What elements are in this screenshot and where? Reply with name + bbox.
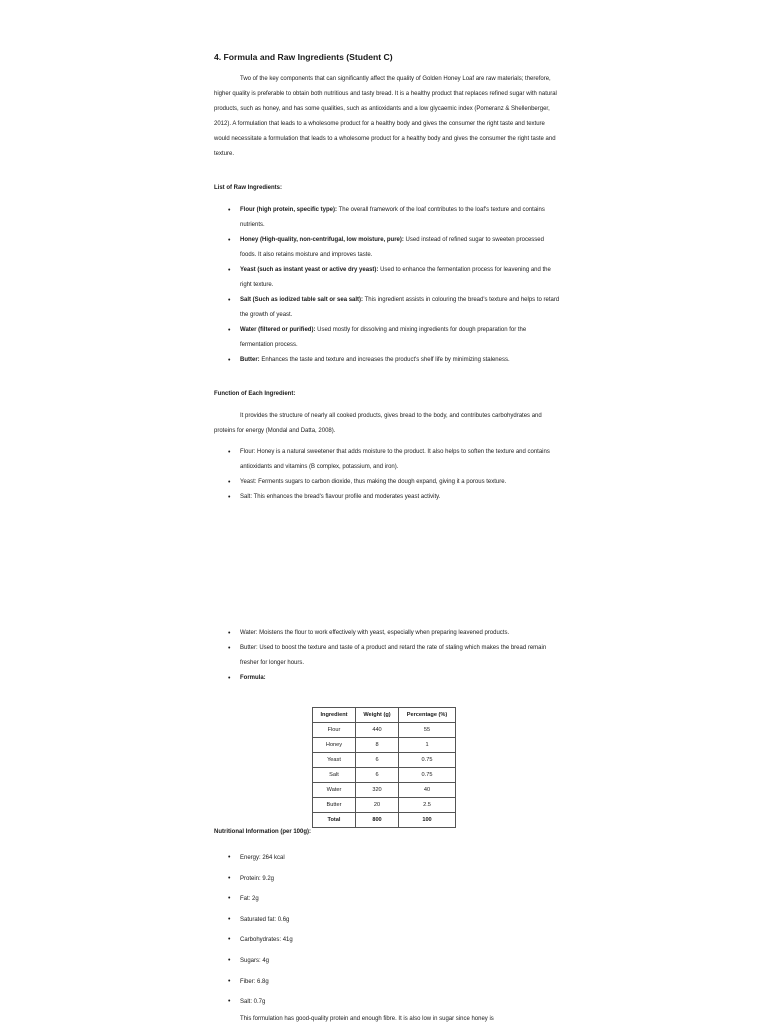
- list-item: • Salt: This enhances the bread's flavour profile and moderates yeast activity.: [240, 490, 560, 505]
- table-cell: Flour: [313, 723, 356, 738]
- list-item: • Flour (high protein, specific type): The overall framework of the loaf contributes to the loaf's texture and contains nutrients.: [240, 203, 560, 233]
- table-cell: 0.75: [399, 753, 456, 768]
- table-cell: Total: [313, 813, 356, 828]
- column-header: Ingredient: [313, 708, 356, 723]
- table-total-row: [313, 813, 456, 828]
- list-item: • Butter: Used to boost the texture and taste of a product and retard the rate of staling which makes the bread remain fresher for longer hours.: [240, 641, 560, 671]
- table-cell: 2.5: [399, 798, 456, 813]
- nutrition-heading: Nutritional Information (per 100g):: [214, 829, 312, 835]
- table-cell: 800: [356, 813, 399, 828]
- function-heading: Function of Each Ingredient:: [214, 391, 296, 397]
- table-cell: Water: [313, 783, 356, 798]
- table-cell: 100: [399, 813, 456, 828]
- table-cell: 20: [356, 798, 399, 813]
- list-item: • Saturated fat: 0.6g: [240, 910, 560, 931]
- section-title: 4. Formula and Raw Ingredients (Student C): [214, 52, 393, 62]
- list-item: • Water (filtered or purified): Used mostly for dissolving and mixing ingredients for dough preparation for the fermentation process.: [240, 323, 560, 353]
- table-cell: Salt: [313, 768, 356, 783]
- table-cell: 40: [399, 783, 456, 798]
- formula-label: Formula:: [240, 675, 266, 681]
- table-row: [313, 783, 456, 798]
- table-cell: 0.75: [399, 768, 456, 783]
- list-item: • Water: Moistens the flour to work effectively with yeast, especially when preparing leavened products.: [240, 626, 560, 641]
- nutrition-list: [240, 848, 560, 1013]
- table-row: [313, 753, 456, 768]
- raw-list-heading: List of Raw Ingredients:: [214, 185, 283, 191]
- table-cell: 440: [356, 723, 399, 738]
- list-item: • Butter: Enhances the taste and texture and increases the product's shelf life by minimizing staleness.: [240, 353, 560, 368]
- list-item: • Yeast: Ferments sugars to carbon dioxide, thus making the dough expand, giving it a porous texture.: [240, 475, 560, 490]
- table-header-row: [313, 708, 456, 723]
- functions-list-b: [240, 626, 560, 686]
- list-item: • Energy: 264 kcal: [240, 848, 560, 869]
- table-cell: 1: [399, 738, 456, 753]
- list-item: • Fat: 2g: [240, 889, 560, 910]
- formula-table: [312, 707, 456, 828]
- table-cell: 6: [356, 753, 399, 768]
- list-item: [240, 671, 560, 686]
- function-paragraph: It provides the structure of nearly all cooked products, gives bread to the body, and contributes carbohydrates and proteins for energy (Mondal and Datta, 2008).: [214, 413, 542, 434]
- table-cell: Yeast: [313, 753, 356, 768]
- table-row: [313, 738, 456, 753]
- list-item: • Carbohydrates: 41g: [240, 930, 560, 951]
- intro-paragraph: Two of the key components that can significantly affect the quality of Golden Honey Loaf are raw materials; therefore, higher quality is preferable to obtain both nutritious and tasty bread. It is a healthy product that replaces refined sugar with natural products, such as honey, and has some qualities, such as antioxidants and a low glycaemic index (Pomeranz & Shellenberger, 2012). A formulation that leads to a wholesome product for a healthy body and gives the consumer the right taste and texture would necessitate a formulation that leads to a wholesome product for a healthy body and gives the consumer the right taste and texture.: [214, 76, 557, 157]
- column-header: Percentage (%): [399, 708, 456, 723]
- table-row: [313, 798, 456, 813]
- list-item: • Salt (Such as iodized table salt or sea salt): This ingredient assists in colouring the bread's texture and helps to retard the growth of yeast.: [240, 293, 560, 323]
- table-cell: Butter: [313, 798, 356, 813]
- list-item: • Sugars: 4g: [240, 951, 560, 972]
- table-cell: Honey: [313, 738, 356, 753]
- list-item: • Honey (High-quality, non-centrifugal, low moisture, pure): Used instead of refined sugar to sweeten processed foods. It also retains moisture and improves taste.: [240, 233, 560, 263]
- functions-list-a: [240, 445, 560, 505]
- table-cell: 6: [356, 768, 399, 783]
- table-row: [313, 723, 456, 738]
- table-cell: 320: [356, 783, 399, 798]
- list-item: • Protein: 9.2g: [240, 869, 560, 890]
- list-item: • Fiber: 6.8g: [240, 972, 560, 993]
- list-item: • Salt: 0.7g: [240, 992, 560, 1013]
- list-item: • Yeast (such as instant yeast or active dry yeast): Used to enhance the fermentation process for leavening and the right texture.: [240, 263, 560, 293]
- raw-ingredients-list: [240, 203, 560, 368]
- list-item: • Flour: Honey is a natural sweetener that adds moisture to the product. It also helps to soften the texture and contains antioxidants and vitamins (B complex, potassium, and iron).: [240, 445, 560, 475]
- column-header: Weight (g): [356, 708, 399, 723]
- table-row: [313, 768, 456, 783]
- table-cell: 55: [399, 723, 456, 738]
- closing-text: This formulation has good-quality protein and enough fibre. It is also low in sugar since honey is: [240, 1016, 494, 1022]
- table-cell: 8: [356, 738, 399, 753]
